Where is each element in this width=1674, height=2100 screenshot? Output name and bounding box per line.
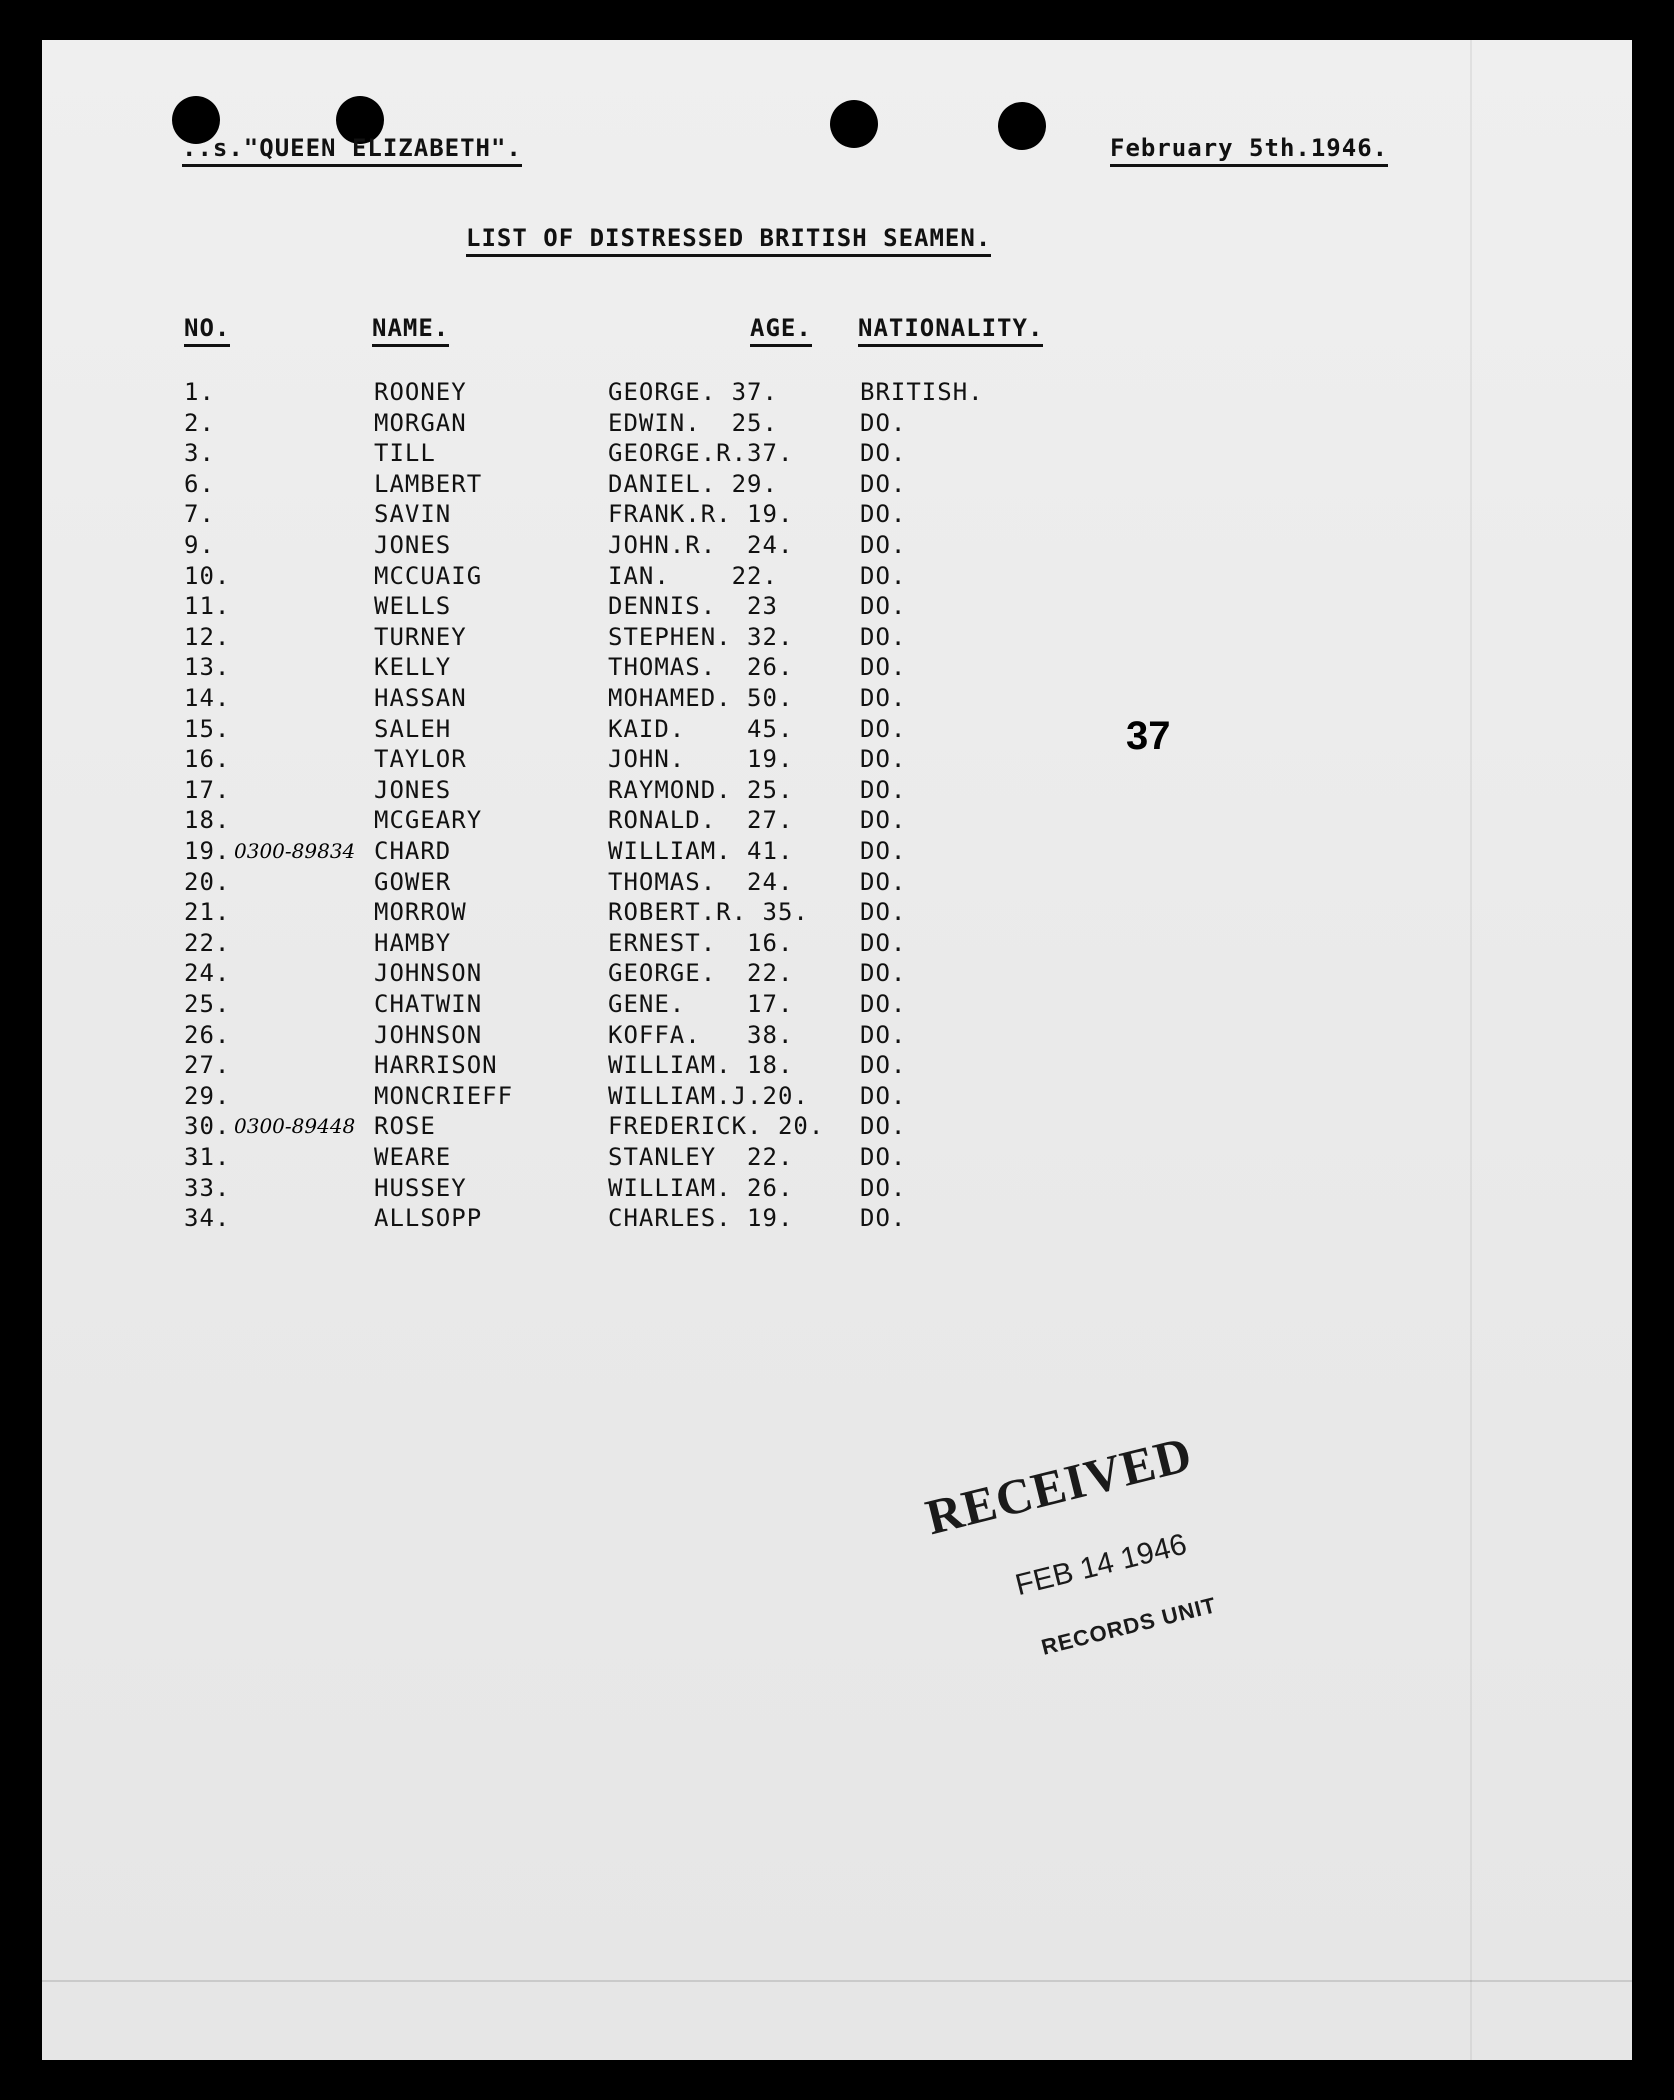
row-nationality: DO. [860,1021,907,1049]
row-number: 16. [184,745,231,773]
row-nationality: DO. [860,745,907,773]
row-nationality: DO. [860,715,907,743]
row-number: 12. [184,623,231,651]
received-stamp [920,1410,1303,1742]
paper-fold-line [1470,40,1472,2060]
row-nationality: DO. [860,929,907,957]
row-surname: GOWER [374,868,452,896]
document-page [42,40,1632,2060]
column-header-name: NAME. [372,316,449,347]
row-given-name-age: STANLEY 22. [608,1143,794,1171]
row-nationality: DO. [860,868,907,896]
row-nationality: DO. [860,531,907,559]
row-number: 9. [184,531,215,559]
row-given-name-age: RAYMOND. 25. [608,776,794,804]
row-nationality: DO. [860,470,907,498]
row-given-name-age: WILLIAM. 26. [608,1174,794,1202]
row-surname: CHARD [374,837,452,865]
row-surname: ALLSOPP [374,1204,483,1232]
row-given-name-age: FRANK.R. 19. [608,500,794,528]
document-title: LIST OF DISTRESSED BRITISH SEAMEN. [466,226,991,257]
row-surname: HUSSEY [374,1174,467,1202]
row-nationality: DO. [860,562,907,590]
row-given-name-age: DANIEL. 29. [608,470,778,498]
row-given-name-age: IAN. 22. [608,562,778,590]
row-surname: WEARE [374,1143,452,1171]
row-number: 34. [184,1204,231,1232]
row-number: 31. [184,1143,231,1171]
row-number: 11. [184,592,231,620]
row-given-name-age: THOMAS. 24. [608,868,794,896]
row-nationality: DO. [860,837,907,865]
row-given-name-age: GENE. 17. [608,990,794,1018]
row-given-name-age: FREDERICK. 20. [608,1112,825,1140]
paper-bottom-edge [42,1980,1632,1982]
row-surname: TILL [374,439,436,467]
row-nationality: DO. [860,439,907,467]
row-surname: JOHNSON [374,1021,483,1049]
row-given-name-age: MOHAMED. 50. [608,684,794,712]
row-nationality: DO. [860,1174,907,1202]
handwritten-service-number: 0300-89834 [234,839,356,863]
row-surname: SAVIN [374,500,452,528]
row-number: 14. [184,684,231,712]
row-given-name-age: WILLIAM. 41. [608,837,794,865]
row-nationality: DO. [860,1051,907,1079]
row-number: 19. [184,837,231,865]
row-number: 21. [184,898,231,926]
row-number: 20. [184,868,231,896]
punch-hole-4 [998,102,1046,150]
row-nationality: DO. [860,500,907,528]
row-number: 18. [184,806,231,834]
row-number: 6. [184,470,215,498]
row-nationality: DO. [860,1082,907,1110]
row-surname: MONCRIEFF [374,1082,514,1110]
stamp-title: RECEIVED [920,1425,1198,1546]
row-surname: JOHNSON [374,959,483,987]
row-number: 33. [184,1174,231,1202]
row-given-name-age: GEORGE.R.37. [608,439,794,467]
row-surname: ROSE [374,1112,436,1140]
row-number: 26. [184,1021,231,1049]
row-number: 30. [184,1112,231,1140]
row-surname: ROONEY [374,378,467,406]
row-given-name-age: ROBERT.R. 35. [608,898,809,926]
row-given-name-age: GEORGE. 22. [608,959,794,987]
row-surname: MCGEARY [374,806,483,834]
column-header-no: NO. [184,316,230,347]
row-given-name-age: THOMAS. 26. [608,653,794,681]
row-nationality: DO. [860,806,907,834]
row-nationality: DO. [860,409,907,437]
row-number: 22. [184,929,231,957]
row-surname: HARRISON [374,1051,498,1079]
column-header-nationality: NATIONALITY. [858,316,1043,347]
row-given-name-age: STEPHEN. 32. [608,623,794,651]
margin-page-number: 37 [1126,714,1171,758]
row-given-name-age: CHARLES. 19. [608,1204,794,1232]
row-surname: MCCUAIG [374,562,483,590]
row-surname: CHATWIN [374,990,483,1018]
row-given-name-age: KOFFA. 38. [608,1021,794,1049]
row-surname: HAMBY [374,929,452,957]
row-nationality: DO. [860,684,907,712]
punch-hole-3 [830,100,878,148]
row-nationality: DO. [860,898,907,926]
handwritten-service-number: 0300-89448 [234,1114,356,1138]
row-number: 10. [184,562,231,590]
stamp-unit: RECORDS UNIT [1038,1592,1219,1660]
row-surname: TURNEY [374,623,467,651]
row-nationality: DO. [860,1112,907,1140]
row-surname: LAMBERT [374,470,483,498]
row-surname: KELLY [374,653,452,681]
row-surname: JONES [374,776,452,804]
row-number: 15. [184,715,231,743]
row-nationality: DO. [860,1204,907,1232]
row-number: 1. [184,378,215,406]
row-number: 27. [184,1051,231,1079]
row-given-name-age: RONALD. 27. [608,806,794,834]
row-number: 13. [184,653,231,681]
row-nationality: DO. [860,990,907,1018]
row-surname: WELLS [374,592,452,620]
row-given-name-age: JOHN. 19. [608,745,794,773]
row-given-name-age: GEORGE. 37. [608,378,778,406]
row-surname: JONES [374,531,452,559]
row-nationality: DO. [860,776,907,804]
row-number: 2. [184,409,215,437]
row-given-name-age: KAID. 45. [608,715,794,743]
row-surname: MORGAN [374,409,467,437]
row-number: 29. [184,1082,231,1110]
row-surname: HASSAN [374,684,467,712]
row-surname: SALEH [374,715,452,743]
row-given-name-age: EDWIN. 25. [608,409,778,437]
row-nationality: DO. [860,1143,907,1171]
row-given-name-age: ERNEST. 16. [608,929,794,957]
ship-name: ..s."QUEEN ELIZABETH". [182,136,522,167]
row-nationality: DO. [860,623,907,651]
document-date: February 5th.1946. [1110,136,1388,167]
row-nationality: DO. [860,959,907,987]
row-nationality: DO. [860,592,907,620]
row-given-name-age: JOHN.R. 24. [608,531,794,559]
column-header-age: AGE. [750,316,812,347]
row-given-name-age: WILLIAM.J.20. [608,1082,809,1110]
row-number: 17. [184,776,231,804]
row-given-name-age: WILLIAM. 18. [608,1051,794,1079]
row-nationality: DO. [860,653,907,681]
row-nationality: BRITISH. [860,378,984,406]
row-number: 3. [184,439,215,467]
row-given-name-age: DENNIS. 23 [608,592,778,620]
row-number: 24. [184,959,231,987]
row-number: 25. [184,990,231,1018]
row-surname: MORROW [374,898,467,926]
row-surname: TAYLOR [374,745,467,773]
row-number: 7. [184,500,215,528]
stamp-date: FEB 14 1946 [1012,1527,1191,1603]
